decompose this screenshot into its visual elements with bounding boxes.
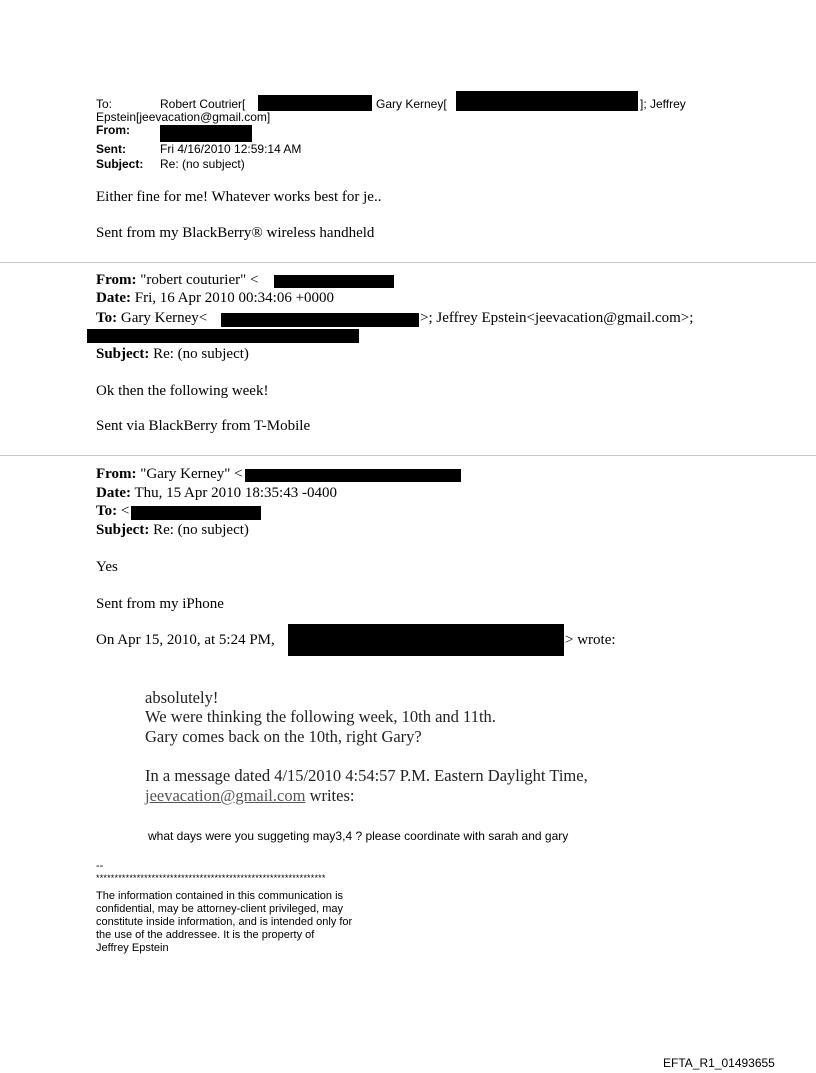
document-id: EFTA_R1_01493655 [663,1056,775,1070]
writes-text: writes: [305,786,355,805]
reply-signature: Sent from my BlackBerry® wireless handheld [96,225,375,241]
to-label: To: [96,97,113,111]
to-label: To: [96,503,118,519]
dashes: -- [96,860,104,872]
to-label: To: [96,310,118,326]
redaction [258,95,372,111]
on-wrote-suffix: > wrote: [565,632,616,648]
to-line-2: Epstein[jeevacation@gmail.com] [96,110,271,124]
disclaimer-line: The information contained in this communication is [96,890,344,902]
message-body: Ok then the following week! [96,383,269,399]
quoted-line: absolutely! [145,688,219,707]
date-value: Fri, 16 Apr 2010 00:34:06 +0000 [134,290,335,306]
message-signature: Sent from my iPhone [96,596,224,612]
from-label: From: [96,466,137,482]
date-value: Thu, 15 Apr 2010 18:35:43 -0400 [134,485,337,501]
redaction [274,275,394,288]
email-link[interactable]: jeevacation@gmail.com [145,786,306,805]
disclaimer-line: confidential, may be attorney-client privileged, may [96,903,344,915]
to-name-1: Robert Coutrier[ [160,97,246,111]
subject-label: Subject: [96,346,150,362]
sent-label: Sent: [96,142,126,156]
on-wrote-prefix: On Apr 15, 2010, at 5:24 PM, [96,632,275,648]
divider [0,262,816,263]
subject-label: Subject: [96,157,144,171]
disclaimer-line: constitute inside information, and is intended only for [96,916,353,928]
inner-quote: what days were you suggeting may3,4 ? please coordinate with sarah and gary [148,829,569,843]
disclaimer-line: Jeffrey Epstein [96,942,169,954]
sent-value: Fri 4/16/2010 12:59:14 AM [160,142,302,156]
subject-value: Re: (no subject) [153,522,249,538]
redaction [245,469,461,482]
divider [0,455,816,456]
from-label: From: [96,272,137,288]
quoted-line: Gary comes back on the 10th, right Gary? [145,727,422,746]
to-value: < [120,503,130,519]
to-name-2: Gary Kerney[ [376,97,447,111]
redaction [221,313,419,327]
to-rest: >; Jeffrey Epstein<jeevacation@gmail.com>; [420,310,694,326]
to-end: ]; Jeffrey [640,97,686,111]
date-label: Date: [96,290,131,306]
disclaimer-line: the use of the addressee. It is the property of [96,929,315,941]
message-signature: Sent via BlackBerry from T-Mobile [96,418,311,434]
from-value: "Gary Kerney" < [140,466,243,482]
redaction [131,506,261,520]
subject-value: Re: (no subject) [160,157,245,171]
to-value: Gary Kerney< [120,310,208,326]
from-label: From: [96,123,130,137]
from-value: "robert couturier" < [140,272,259,288]
quoted-line: We were thinking the following week, 10th and 11th. [145,707,496,726]
quoted-line: In a message dated 4/15/2010 4:54:57 P.M. Eastern Daylight Time, [145,766,588,785]
redaction [160,125,252,142]
redaction [87,329,359,343]
stars: ************************************************************** [96,873,326,883]
subject-value: Re: (no subject) [153,346,249,362]
date-label: Date: [96,485,131,501]
reply-body: Either fine for me! Whatever works best for je.. [96,189,382,205]
redaction [288,624,564,656]
subject-label: Subject: [96,522,150,538]
redaction [456,91,638,111]
message-body: Yes [96,559,118,575]
